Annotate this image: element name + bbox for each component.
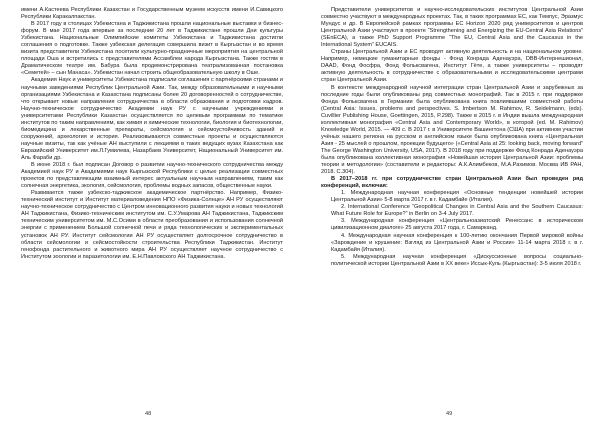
right-page xyxy=(300,0,600,424)
list-item: 2. International Conference “Geopolitical Changes in Central Asia and the Southern Caucasus: What Future Role for Europe?” in Berlin on 3-4 July 2017. xyxy=(331,204,583,218)
right-page-text xyxy=(321,7,583,268)
conference-list xyxy=(321,190,583,268)
list-item: 1. Международная научная конференция «Основные тенденции новейшей истории Центральной Азии» 5-8 марта 2017 г. в г. Кадамбайе (Италия). xyxy=(331,190,583,204)
list-item: 4. Международная научная конференция к 100-летию окончания Первой мировой войны «Зарождение и крушение: Взгляд из Центральной Азии и России» 11-14 марта 2018 г. в г. Кадамбайя (Италия). xyxy=(331,232,583,253)
list-item: 5. Международная научная конференция «Дискуссионные вопросы социально-политической истории Центральной Азии в ХХ веке» Иссык-Куль (Кыргызстан): 3-5 июля 2018 г. xyxy=(331,253,583,267)
paragraph: Развивается также узбекско-таджикское академическое партнёрство. Например, Физико-технический институт и Институт материаловедения НПО «Физика-Солнце» АН РУ осуществляют научно-техническое сотрудничество с Центром инновационного развития науки и новых технологий АН Таджикистана, Физико-техническим институтом им. С.У.Умарова АН Таджикистана, Таджикским техническим университетом им. М.С.Осими в области преобразования и использования солнечной энергии с применением Большой солнечной печи и ряда технологических и экспериментальных установок АН РУ. Институт сейсмологии АН РУ осуществляет долгосрочное сотрудничество в области сейсмологии и сейсмостойкости строительства Республики Таджикистан. Институт генофонда растительного и животного мира АН РУ осуществляет научное сотрудничество с Институтом зоологии и паразитологии им. Е.Н.Павловского АН Таджикистана. xyxy=(21,190,283,260)
paragraph: имени А.Кастеева Республики Казахстан и Государственным музеем искусств имени И.Савицкого Республики Каракалпакстан. xyxy=(21,7,283,21)
paragraph: Представители университетов и научно-исследовательских институтов Центральной Азии совместно участвуют в международных проектах. Так, в таких программах ЕС, как Темпус, Эразмус Мундус и др. В Европейской рамках программы ЕС Horizon 2020 ряд университетов и центров Центральной Азии участвуют в проекте “Strengthening and Energizing the EU-Central Asia Relations” (SEnECA), а также PhD Support Programme “The EU, Central Asia and the Caucasus in the International System” EUCAIS. xyxy=(321,7,583,49)
paragraph: Страны Центральной Азии и ЕС проводят активную деятельность и на национальном уровне. Например, немецкие гуманитарные фонды - Фонд Конрада Аденауэра, DBB-Интернешионал, DAAD, Фонд Фосфра, Фонд Фольксвагена, Институт Гёте, а также университеты – проводят активную деятельность в сотрудничестве с образовательными и исследовательскими центрами стран Центральной Азии. xyxy=(321,49,583,84)
paragraph: В контексте международной научной интеграции стран Центральной Азии и зарубежных за последние годы были опубликованы ряд совместных монографий. Так в 2015 г. при поддержке Фонда Фольксвагена в Германии была опубликована книга повлиявшими совместной работы (Central Asia: Issues, problems and perspectives. S. Imbertson M. Rahimov, R. Seidelmann, (eds). Cuvillier Publishing House, Goettingen, 2015, P.298). Также в 2015 г. в Индии вышла международная коллективная монография «Central Asia and Contemporary World», в которой (ed. M. Rahimov) Knowledge World, 2015. — 409 с. В 2017 г. в Университете Вашингтона (США) при активном участии учёных нашего региона на русском и английском языке была опубликована книга «Центральная Азия - 25 мыслей о прошлом, проекции будущего» («Central Asia at 25: looking back, moving forward” The George Washington University, USA, 2017). В 2018 году при поддержке Фонд Конрада Аденауэра была опубликована коллективная монография «Новейшая история Центральной Азии: проблемы теории и методологии» (составители и редакторы: А.К.Алимбеков, М.А.Рахимов. Москва ИВ РАН, 2018. С.304). xyxy=(321,84,583,176)
left-page-text xyxy=(21,7,283,261)
page-number: 48 xyxy=(145,411,152,417)
section-heading: В 2017–2018 гг. при сотрудничестве стран Центральной Азии был проведен ряд конференций, включая: xyxy=(321,176,583,190)
paragraph: В 2017 году в столицах Узбекистана и Таджикистана прошли национальные выставки и бизнес-форум. В мае 2017 года впервые за последние 20 лет в Таджикистане прошли Дни культуры Узбекистана. Национальные Олимпийские комитеты Узбекистана и Таджикистана достигли соглашения о подготовке. Также узбекская делегация совершила визит в Кыргызстан и во время визита представители Узбекистана посетили культурно-праздничные мероприятия на центральной площади Оша и встретились с представителями Ассамблеи народа Кыргызстана. Также гостям в Драматическом театре им. Бабура была продемонстрирована театрализованная постановка «Семетей» – сын Манаса». Узбекистан начал строить общеобразовательную школу в Оше. xyxy=(21,21,283,77)
list-item: 3. Международная конференция «Центральноазиатский Ренессанс в историческом цивилизационном диалоге» 25 августа 2017 года, г. Самарканд. xyxy=(331,218,583,232)
paragraph: В июне 2018 г. был подписан Договор о развитии научно-технического сотрудничества между Академией наук РУ и Академиями наук Кыргызской Республики с целью реализации совместных проектов по представляющим взаимный интерес актуальным научным направлениям, таким как солнечная энергетика, экология, сейсмология, проблемы водных запасов, общественные науки. xyxy=(21,162,283,190)
page-number: 49 xyxy=(446,411,453,417)
paragraph: Академия Наук и университеты Узбекистана подписали соглашения с партнёрскими странами и научными заведениями Республик Центральной Азии. Так, между образовательными и научными организациями Узбекистана и Казахстана подписаны более 20 договоренностей о сотрудничестве, что открывает новые направления сотрудничества в области образования и подготовки кадров. Научно-техническое сотрудничество Академии наук РУ с научными учреждениями и университетами Республики Казахстан осуществляется по целевым программам по тематике институтов по таким направлениям, как химия и химические технологии, биология и биотехнологии, биомедицина и лекарственные препараты, сейсмология и сейсмоустойчивость зданий и сооружений, археология и история. Реализовываются совместные проекты и осуществляются научные визиты, так как учёные АН выступили с лекциями в таких ведущих вузах Казахстана как Евразийский Университет им.Л.Гумилева, Назарбаев Университет, Национальный Университет им. Аль Фараби др. xyxy=(21,77,283,161)
